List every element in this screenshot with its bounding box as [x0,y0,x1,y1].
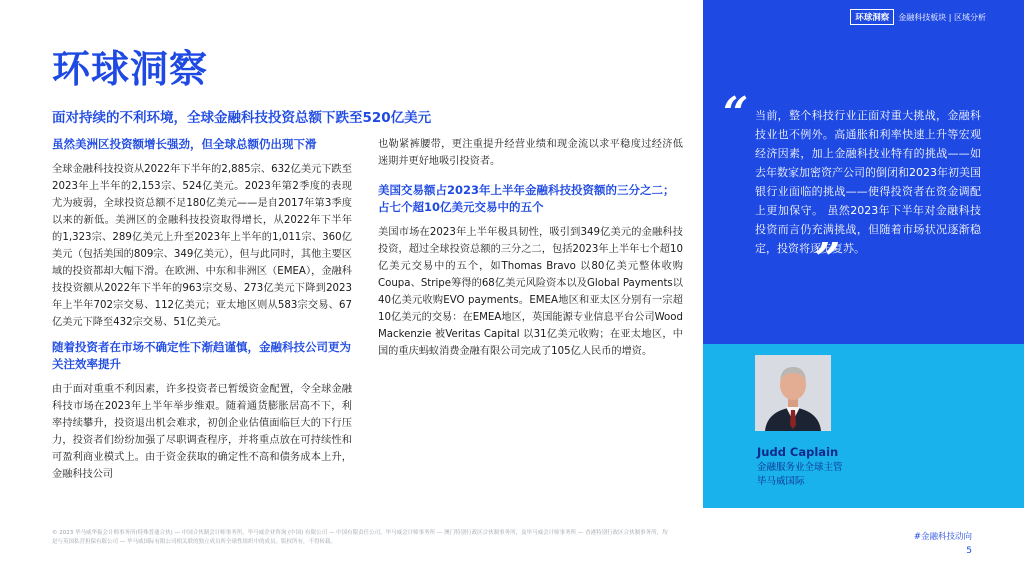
header-nav [850,9,986,25]
person-name: Judd Caplain [757,445,839,459]
column-left [52,136,352,491]
body-paragraph: 由于面对重重不利因素，许多投资者已暂缓资金配置，令全球金融科技市场在2023年上半年举步维艰。随着通货膨胀居高不下，利率持续攀升，投资退出机会难求，初创企业估值面临巨大的下行压力，投资者们纷纷加强了尽职调查程序，并将重点放在可持续性和可盈利商业模式上。由于资金获取的确定性不高和债务成本上升，金融科技公司 [52,384,352,480]
page-title: 环球洞察 [52,47,209,91]
section-tag: 环球洞察 [850,9,894,25]
person-organization: 毕马威国际 [757,476,805,487]
section-heading: 美国交易额占2023年上半年金融科技投资额的三分之二；占七个超10亿美元交易中的五个 [378,183,675,214]
column-middle [378,136,683,372]
person-role [757,461,843,489]
hashtag-label: #金融科技动向 [913,532,972,542]
page-subtitle: 面对持续的不利环境，全球金融科技投资总额下跌至520亿美元 [52,110,432,126]
body-paragraph: 也勒紧裤腰带，更注重提升经营业绩和现金流以求平稳度过经济低迷期并更好地吸引投资者。 [378,139,683,167]
portrait-illustration [755,355,831,431]
body-paragraph: 全球金融科技投资从2022年下半年的2,885宗、632亿美元下跌至2023年上半年的2,153宗、524亿美元。2023年第2季度的表现尤为疲弱，全球投资总额不足180亿美元——是自2017年第3季度以来的新低。美洲区的金融科技投资取得增长，从2022年下半年的1,323宗、289亿美元上升至2023年上半年的1,011宗、360亿美元（包括美国的809宗、349亿美元），但与此同时，其他主要区域的投资都却大幅下滑。在欧洲、中东和非洲区（EMEA），金融科技投资额从2022年下半年的963宗交易、273亿美元下降到2023年上半年702宗交易、112亿美元；亚太地区则从583宗交易、67亿美元下降至432宗交易、51亿美元。 [52,164,352,328]
close-quote-icon: ” [815,234,841,285]
portrait-photo [755,355,831,431]
copyright-footnote: © 2023 毕马威华振会计师事务所(特殊普通合伙) — 中国合伙制会计师事务所，毕马威企业咨询 (中国) 有限公司 — 中国有限责任公司，毕马威会计师事务所 — 澳门特别行政区合伙制事务所，及毕马威会计师事务所 — 香港特别行政区合伙制事务所，均是与英国私营担保有限公司 — 毕马威国际有限公司相关联的独立成员所全球性组织中的成员。版权所有，不得转载。 [52,530,668,545]
body-paragraph: 美国市场在2023年上半年极具韧性，吸引到349亿美元的金融科技投资，超过全球投资总额的三分之二，包括2023年上半年七个超10亿美元交易中的五个，如Thomas Bravo 以80亿美元整体收购Coupa、Stripe筹得的68亿美元风险资本以及Global Payments以40亿美元收购EVO payments。EMEA地区和亚太区分别有一宗超10亿美元的交易：在EMEA地区，英国能源专业信息平台公司Wood Mackenzie 被Veritas Capital 以31亿美元收购；在亚太地区，中国的重庆蚂蚁消费金融有限公司完成了105亿人民币的增资。 [378,227,683,357]
person-title: 金融服务业全球主管 [757,462,843,473]
section-heading: 虽然美洲区投资额增长强劲，但全球总额仍出现下滑 [52,137,317,151]
breadcrumb: 金融科技板块 | 区域分析 [898,12,986,22]
pull-quote: 当前，整个科技行业正面对重大挑战，金融科技业也不例外。高通胀和利率快速上升等宏观经济因素，加上金融科技业特有的挑战——如去年数家加密资产公司的倒闭和2023年初美国银行业面临的挑战——使得投资者在资金调配上更加保守。 虽然2023年下半年对金融科技投资而言仍充满挑战，但随着市场状况逐渐稳定，投资将逐步复苏。 [755,109,981,255]
profile-band [703,344,1024,508]
section-heading: 随着投资者在市场不确定性下渐趋谨慎，金融科技公司更为关注效率提升 [52,340,351,371]
open-quote-icon: “ [723,88,749,139]
page-number: 5 [966,546,972,556]
panel-bottom-gap [703,508,1024,576]
